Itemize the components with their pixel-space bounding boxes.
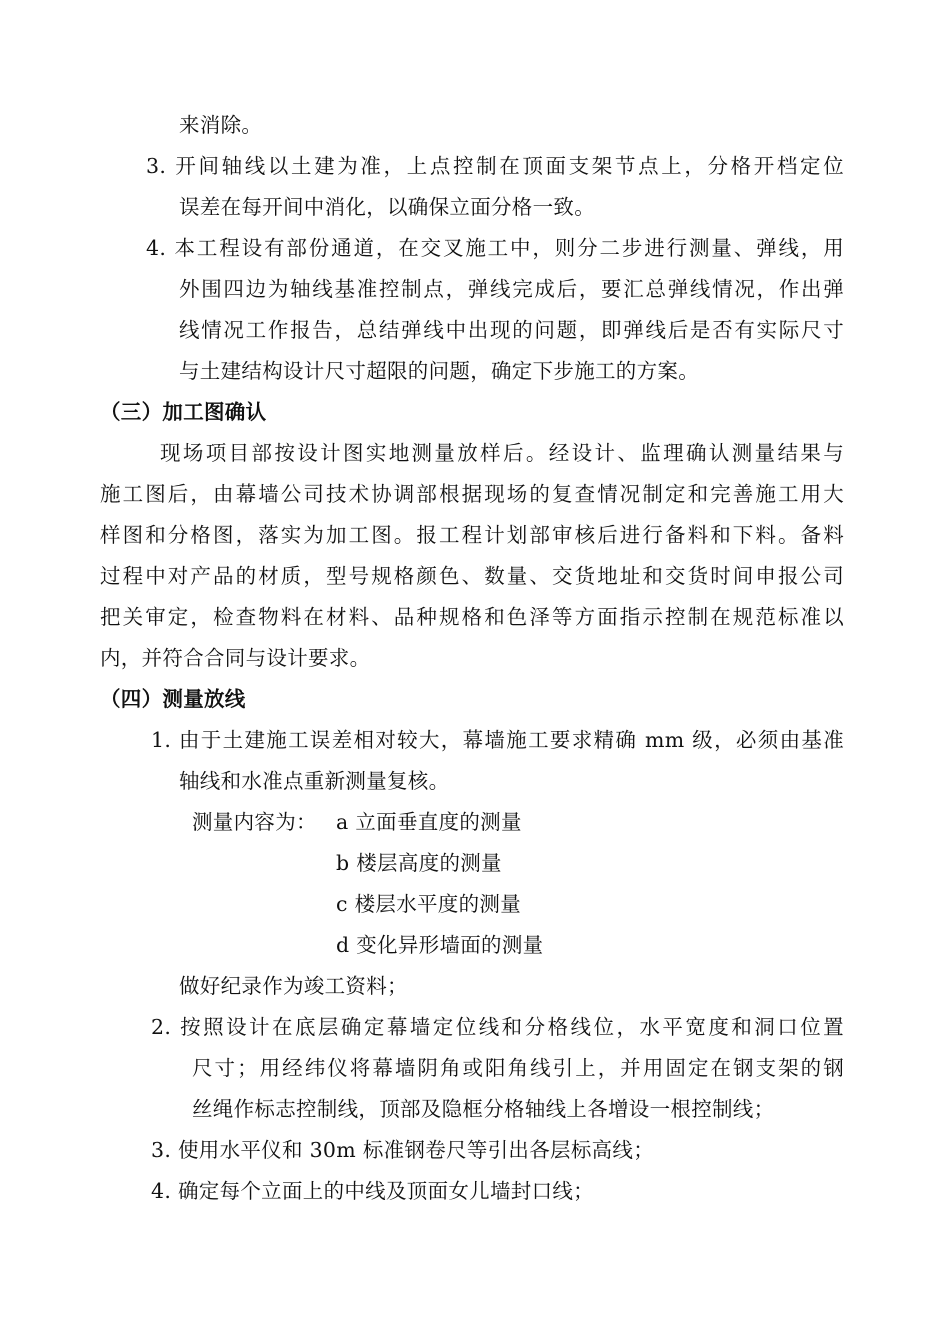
paragraph-line: 内，并符合合同与设计要求。 bbox=[100, 646, 371, 670]
text-line: 丝绳作标志控制线，顶部及隐框分格轴线上各增设一根控制线； bbox=[192, 1097, 775, 1121]
list-item-1-line: 1. 由于土建施工误差相对较大，幕墙施工要求精确 mm 级，必须由基准 bbox=[151, 728, 844, 752]
list-item-2-line: 2. 按照设计在底层确定幕墙定位线和分格线位，水平宽度和洞口位置 bbox=[151, 1015, 844, 1039]
paragraph-line: 样图和分格图，落实为加工图。报工程计划部审核后进行备料和下料。备料 bbox=[100, 523, 844, 547]
measurement-item-a: a 立面垂直度的测量 bbox=[336, 810, 522, 834]
text-line: 外围四边为轴线基准控制点，弹线完成后，要汇总弹线情况，作出弹 bbox=[179, 277, 844, 301]
paragraph-line: 现场项目部按设计图实地测量放样后。经设计、监理确认测量结果与 bbox=[160, 441, 844, 465]
paragraph-line: 过程中对产品的材质，型号规格颜色、数量、交货地址和交货时间申报公司 bbox=[100, 564, 844, 588]
measurement-label: 测量内容为： bbox=[192, 810, 317, 834]
text-line: 尺寸；用经纬仪将幕墙阴角或阳角线引上，并用固定在钢支架的钢 bbox=[192, 1056, 844, 1080]
text-line: 线情况工作报告，总结弹线中出现的问题，即弹线后是否有实际尺寸 bbox=[179, 318, 844, 342]
text-line: 误差在每开间中消化，以确保立面分格一致。 bbox=[179, 195, 595, 219]
text-line: 与土建结构设计尺寸超限的问题，确定下步施工的方案。 bbox=[179, 359, 699, 383]
measurement-item-c: c 楼层水平度的测量 bbox=[336, 892, 521, 916]
list-item-3-line: 3. 开间轴线以土建为准，上点控制在顶面支架节点上，分格开档定位 bbox=[146, 154, 844, 178]
paragraph-line: 施工图后，由幕墙公司技术协调部根据现场的复查情况制定和完善施工用大 bbox=[100, 482, 844, 506]
text-line: 来消除。 bbox=[179, 113, 263, 137]
list-item-3b-line: 3. 使用水平仪和 30m 标准钢卷尺等引出各层标高线； bbox=[151, 1138, 655, 1162]
list-item-4b-line: 4. 确定每个立面上的中线及顶面女儿墙封口线； bbox=[151, 1179, 594, 1203]
paragraph-line: 把关审定，检查物料在材料、品种规格和色泽等方面指示控制在规范标准以 bbox=[100, 605, 844, 629]
section-heading-4: （四）测量放线 bbox=[100, 687, 246, 711]
section-heading-3: （三）加工图确认 bbox=[100, 400, 267, 424]
text-line: 做好纪录作为竣工资料； bbox=[179, 974, 408, 998]
text-line: 轴线和水准点重新测量复核。 bbox=[179, 769, 450, 793]
measurement-item-b: b 楼层高度的测量 bbox=[336, 851, 502, 875]
list-item-4-line: 4. 本工程设有部份通道，在交叉施工中，则分二步进行测量、弹线，用 bbox=[146, 236, 844, 260]
measurement-item-d: d 变化异形墙面的测量 bbox=[336, 933, 544, 957]
